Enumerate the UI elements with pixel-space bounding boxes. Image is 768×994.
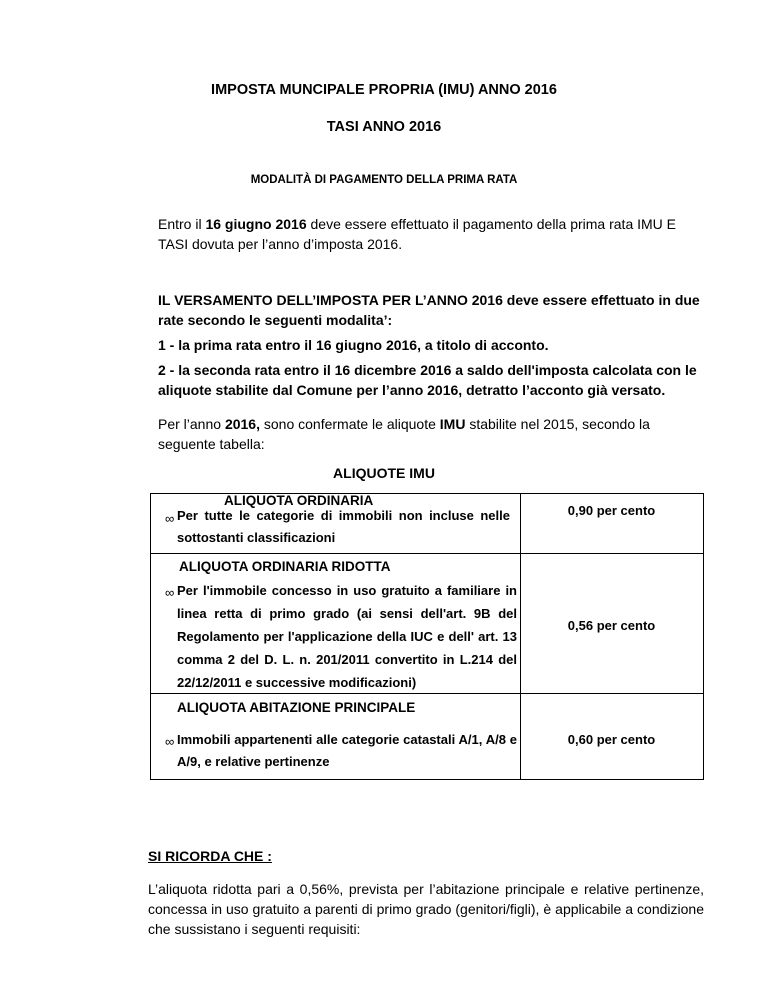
title-tasi: TASI ANNO 2016 (326, 119, 442, 135)
rates-year: 2016, (224, 416, 260, 432)
table-heading: ALIQUOTE IMU (333, 465, 435, 481)
rate-value-ordinaria-ridotta: 0,56 per cento (567, 618, 656, 633)
rates-table (150, 493, 704, 780)
title-imu: IMPOSTA MUNCIPALE PROPRIA (IMU) ANNO 2016 (211, 82, 557, 98)
row-header-ordinaria-ridotta: ALIQUOTA ORDINARIA RIDOTTA (179, 559, 391, 574)
deadline-date: 16 giugno 2016 (205, 216, 307, 232)
subtitle-payment: MODALITÀ DI PAGAMENTO DELLA PRIMA RATA (250, 174, 518, 186)
intro-text-rest: deve essere effettuato il pagamento della prima rata IMU E TASI dovuta per l’anno d’imposta 2016. (158, 216, 677, 252)
infinity-bullet-icon: ∞ (165, 734, 175, 749)
rate-value-abitazione-principale: 0,60 per cento (567, 732, 656, 747)
infinity-bullet-icon: ∞ (165, 585, 175, 600)
row-header-abitazione-principale: ALIQUOTA ABITAZIONE PRINCIPALE (177, 700, 416, 715)
rates-imu: IMU (439, 416, 466, 432)
infinity-bullet-icon: ∞ (165, 511, 175, 526)
rates-intro-text: Per l’anno (158, 416, 225, 432)
reminder-title: SI RICORDA CHE : (148, 848, 272, 864)
first-installment: 1 - la prima rata entro il 16 giugno 2016, a titolo di acconto. (158, 337, 549, 353)
row-header-ordinaria: ALIQUOTA ORDINARIA (224, 493, 374, 508)
intro-paragraph-deadline (158, 214, 700, 254)
rate-value-ordinaria: 0,90 per cento (567, 503, 656, 518)
second-installment: 2 - la seconda rata entro il 16 dicembre 2016 a saldo dell'imposta calcolata con le aliquote stabilite dal Comune per l’anno 2016, detratto l’acconto già versato. (158, 362, 697, 398)
row-text-abitazione-principale: Immobili appartenenti alle categorie catastali A/1, A/8 e A/9, e relative pertinenze (177, 732, 517, 769)
payment-modes-paragraph: IL VERSAMENTO DELL’IMPOSTA PER L’ANNO 2016 deve essere effettuato in due rate secondo le seguenti modalita’: (158, 292, 700, 328)
reminder-paragraph: L’aliquota ridotta pari a 0,56%, prevista per l’abitazione principale e relative pertinenze, concessa in uso gratuito a parenti di primo grado (genitori/figli), è applicabile a condizione che sussistano i seguenti requisiti: (148, 881, 704, 937)
row-divider (151, 553, 703, 554)
row-text-ordinaria-ridotta: Per l'immobile concesso in uso gratuito a familiare in linea retta di primo grado (ai sensi dell'art. 9B del Regolamento per l'applicazione della IUC e dell' art. 13 comma 2 del D. L. n. 201/2011 convertito in L.214 del 22/12/2011 e successive modificazioni) (177, 583, 517, 690)
intro-text: Entro il (158, 216, 206, 232)
rates-intro-text-3: stabilite nel 2015, secondo la seguente tabella: (158, 416, 650, 452)
rates-intro-paragraph (158, 414, 700, 454)
rates-intro-text-2: sono confermate le aliquote (259, 416, 440, 432)
row-text-ordinaria: Per tutte le categorie di immobili non incluse nelle sottostanti classificazioni (177, 508, 510, 545)
